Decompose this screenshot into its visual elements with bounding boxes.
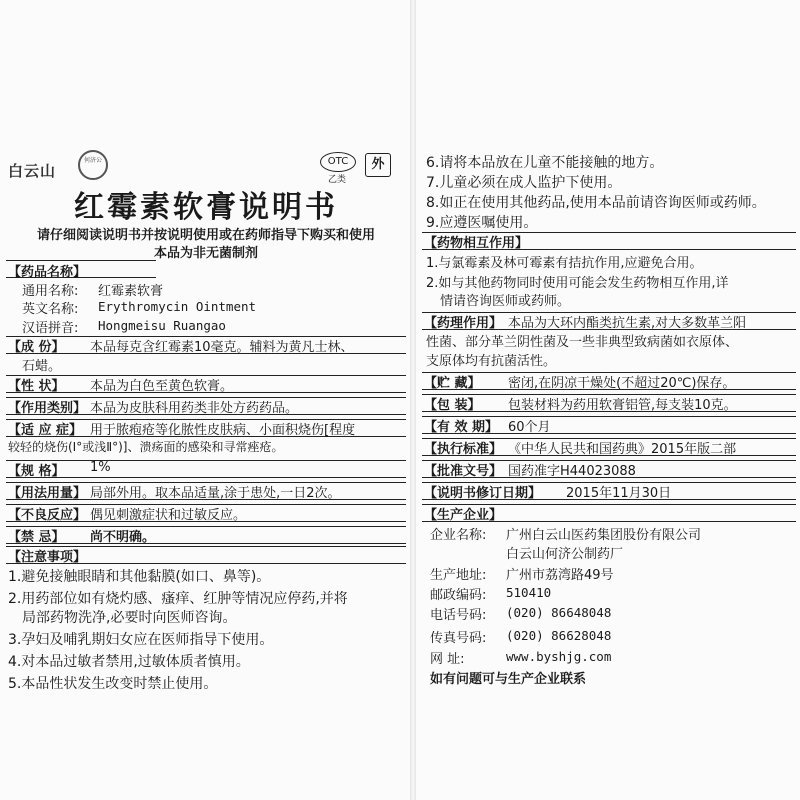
package-value: 包装材料为药用软膏铝管,每支装10克。 xyxy=(508,398,737,413)
interactions-header: 【药物相互作用】 xyxy=(424,236,529,251)
website-label: 网 址: xyxy=(430,652,465,667)
adverse-label: 【不良反应】 xyxy=(8,508,87,523)
pinyin-value: Hongmeisu Ruangao xyxy=(98,318,226,333)
interaction-item-1: 1.与氯霉素及林可霉素有拮抗作用,应避免合用。 xyxy=(426,256,703,271)
dosage-value: 局部外用。取本品适量,涂于患处,一日2次。 xyxy=(90,486,341,501)
package-label: 【包 装】 xyxy=(424,398,481,413)
dosage-label: 【用法用量】 xyxy=(8,486,87,501)
revision-value: 2015年11月30日 xyxy=(566,486,672,501)
validity-label: 【有 效 期】 xyxy=(424,420,499,435)
company-name-label: 企业名称: xyxy=(430,528,487,543)
precaution-item-2-cont: 局部药物洗净,必要时向医师咨询。 xyxy=(22,610,237,626)
contra-value: 尚不明确。 xyxy=(90,530,156,545)
contra-label: 【禁 忌】 xyxy=(8,530,65,545)
revision-label: 【说明书修订日期】 xyxy=(424,486,542,501)
spec-value: 1% xyxy=(90,460,111,475)
fax-value: (020) 86628048 xyxy=(506,628,612,643)
otc-class-label: 乙类 xyxy=(328,175,347,185)
otc-badge: OTC xyxy=(320,152,356,172)
address-label: 生产地址: xyxy=(430,568,487,583)
precaution-item-7: 7.儿童必须在成人监护下使用。 xyxy=(426,175,622,191)
composition-line-1: 本品每克含红霉素10毫克。辅料为黄凡士林、 xyxy=(90,340,354,355)
precaution-item-3: 3.孕妇及哺乳期妇女应在医师指导下使用。 xyxy=(8,632,274,648)
non-sterile-note: 本品为非无菌制剂 xyxy=(153,246,258,261)
precautions-header: 【注意事项】 xyxy=(8,550,87,565)
properties-label: 【性 状】 xyxy=(8,379,65,394)
address-value: 广州市荔湾路49号 xyxy=(506,568,614,583)
indications-line-1: 用于脓疱疮等化脓性皮肤病、小面积烧伤[程度 xyxy=(90,423,356,438)
precaution-item-5: 5.本品性状发生改变时禁止使用。 xyxy=(8,676,218,692)
manufacturer-header: 【生产企业】 xyxy=(424,508,503,523)
precaution-item-2: 2.用药部位如有烧灼感、瘙痒、红肿等情况应停药,并将 xyxy=(8,591,348,607)
pharmacology-line-2: 性菌、部分革兰阴性菌及一些非典型致病菌如衣原体、 xyxy=(426,335,739,350)
interaction-item-2-cont: 情请咨询医师或药师。 xyxy=(440,294,571,309)
common-name-label: 通用名称: xyxy=(22,284,79,299)
drug-name-header: 【药品名称】 xyxy=(8,265,87,280)
company-name-line-2: 白云山何济公制药厂 xyxy=(506,547,624,562)
indications-line-2: 较轻的烧伤(Ⅰ°或浅Ⅱ°)]、溃疡面的感染和寻常痤疮。 xyxy=(8,440,284,454)
interaction-item-2: 2.如与其他药物同时使用可能会发生药物相互作用,详 xyxy=(426,276,729,291)
website-value: www.byshjg.com xyxy=(506,649,612,664)
precaution-item-8: 8.如正在使用其他药品,使用本品前请咨询医师或药师。 xyxy=(426,195,766,211)
pinyin-label: 汉语拼音: xyxy=(22,321,79,336)
storage-value: 密闭,在阴凉干燥处(不超过20℃)保存。 xyxy=(508,376,736,391)
brand-logo: 白云山 xyxy=(8,162,57,180)
storage-label: 【贮 藏】 xyxy=(424,376,481,391)
adverse-value: 偶见刺激症状和过敏反应。 xyxy=(90,508,247,523)
precaution-item-9: 9.应遵医嘱使用。 xyxy=(426,215,538,231)
postcode-label: 邮政编码: xyxy=(430,588,487,603)
indications-label: 【适 应 症】 xyxy=(8,423,83,438)
approval-value: 国药准字H44023088 xyxy=(508,464,636,479)
pharmacology-line-3: 支原体均有抗菌活性。 xyxy=(426,354,557,369)
precaution-item-4: 4.对本品过敏者禁用,过敏体质者慎用。 xyxy=(8,654,250,670)
english-name-value: Erythromycin Ointment xyxy=(98,299,257,314)
approval-label: 【批准文号】 xyxy=(424,464,503,479)
standard-value: 《中华人民共和国药典》2015年版二部 xyxy=(508,442,737,457)
brand-seal-icon: 何济公 xyxy=(78,150,108,180)
external-use-badge: 外 xyxy=(365,153,391,177)
phone-label: 电话号码: xyxy=(430,608,487,623)
phone-value: (020) 86648048 xyxy=(506,605,612,620)
spec-label: 【规 格】 xyxy=(8,464,65,479)
category-value: 本品为皮肤科用药类非处方药药品。 xyxy=(90,401,299,416)
fax-label: 传真号码: xyxy=(430,631,487,646)
pharmacology-label: 【药理作用】 xyxy=(424,316,503,331)
pharmacology-line-1: 本品为大环内酯类抗生素,对大多数革兰阳 xyxy=(508,316,747,331)
composition-line-2: 石蜡。 xyxy=(22,359,62,374)
precaution-item-6: 6.请将本品放在儿童不能接触的地方。 xyxy=(426,155,664,171)
page-fold xyxy=(410,0,416,800)
read-instructions-note: 请仔细阅读说明书并按说明使用或在药师指导下购买和使用 xyxy=(36,228,375,243)
common-name-value: 红霉素软膏 xyxy=(98,284,164,299)
document-title: 红霉素软膏说明书 xyxy=(74,190,338,225)
composition-label: 【成 份】 xyxy=(8,340,65,355)
category-label: 【作用类别】 xyxy=(8,401,87,416)
contact-footer: 如有问题可与生产企业联系 xyxy=(430,672,587,687)
standard-label: 【执行标准】 xyxy=(424,442,503,457)
postcode-value: 510410 xyxy=(506,585,552,600)
company-name-line-1: 广州白云山医药集团股份有限公司 xyxy=(506,528,702,543)
english-name-label: 英文名称: xyxy=(22,302,79,317)
precaution-item-1: 1.避免接触眼睛和其他黏膜(如口、鼻等)。 xyxy=(8,569,271,585)
properties-value: 本品为白色至黄色软膏。 xyxy=(90,379,234,394)
spec-bar xyxy=(6,460,406,478)
contra-bar xyxy=(6,526,406,544)
validity-value: 60个月 xyxy=(508,420,551,435)
